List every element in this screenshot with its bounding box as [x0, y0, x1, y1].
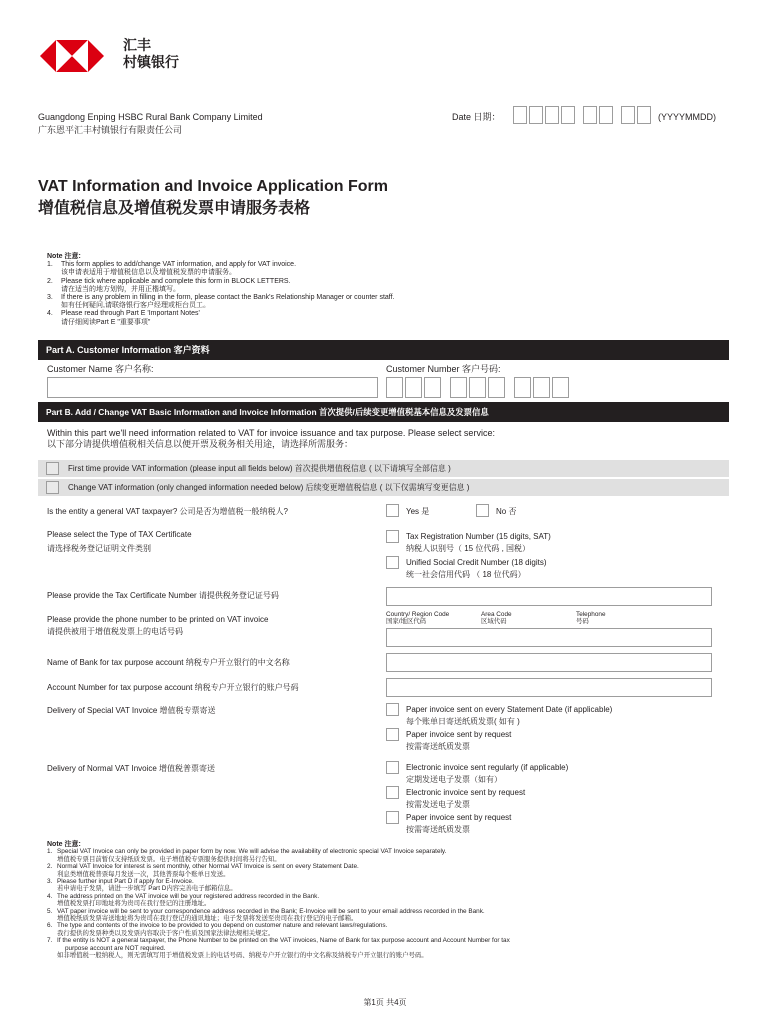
normal-electronic-request-label — [406, 788, 525, 809]
bank-name-label: Name of Bank for tax purpose account 纳税专户开立银行的中文名称 — [47, 658, 290, 667]
note-text-en: The address printed on the VAT invoice will be your registered address recorded in the Bank. — [57, 892, 320, 900]
part-b-intro-en: Within this part we'll need information related to VAT for invoice issuance and tax purpose. Please select service: — [47, 428, 495, 438]
brand-name-line1: 汇丰 — [123, 38, 151, 54]
service-change-label: Change VAT information (only changed information needed below) 后续变更增值税信息 ( 以下仅需填写变更信息 ) — [68, 483, 470, 492]
service-first-row[interactable] — [38, 460, 729, 477]
special-paper-request-label — [406, 730, 511, 751]
cert-unified-credit-label-en: Unified Social Credit Number (18 digits) — [406, 558, 547, 567]
note-top-item — [47, 278, 727, 294]
cert-unified-credit-label — [406, 558, 547, 579]
normal-electronic-regular-checkbox[interactable] — [386, 761, 399, 774]
note-number: 3. — [47, 878, 53, 886]
note-top-heading: Note 注意: — [47, 253, 81, 260]
phone-label-en: Please provide the phone number to be printed on VAT invoice — [47, 615, 269, 624]
cert-number-input[interactable] — [386, 587, 712, 606]
brand-name-line2: 村镇银行 — [123, 55, 179, 71]
page-title-en: VAT Information and Invoice Application Form — [38, 178, 388, 195]
bank-name-input[interactable] — [386, 653, 712, 672]
area-code-label-cn: 区域代码 — [481, 618, 507, 626]
normal-paper-request-label-cn: 按需寄送纸质发票 — [406, 824, 470, 834]
note-text-cn: 如非增值税一般纳税人，则无需填写用于增值税发票上的电话号码、纳税专户开立银行的中文名称及纳税专户开立银行的账户号码。 — [57, 952, 428, 960]
normal-paper-request-label — [406, 813, 511, 834]
note-text-cn: 增值税发票打印地址将为贵司在我行登记的注册地址。 — [57, 900, 211, 908]
note-text-cn: 如有任何疑问,请联络银行客户经理或柜台员工。 — [61, 302, 210, 310]
note-text-cn: 该申请表适用于增值税信息以及增值税发票的申请服务。 — [61, 269, 236, 277]
note-bottom — [47, 841, 737, 960]
note-top-item — [47, 261, 727, 277]
cert-tax-registration-label-en: Tax Registration Number (15 digits, SAT) — [406, 532, 551, 541]
customer-number-digit[interactable] — [488, 377, 505, 398]
note-bottom-item — [47, 908, 737, 923]
normal-electronic-request-checkbox[interactable] — [386, 786, 399, 799]
note-text-en: Please further input Part D if apply for E-Invoice. — [57, 878, 194, 886]
date-digit-5[interactable] — [583, 106, 597, 124]
taxpayer-yes-checkbox[interactable] — [386, 504, 399, 517]
note-text-en: This form applies to add/change VAT information, and apply for VAT invoice. — [61, 261, 297, 269]
special-paper-statement-label-cn: 每个账单日寄送纸质发票( 如有 ) — [406, 716, 520, 726]
note-bottom-item — [47, 893, 737, 908]
phone-number-input[interactable] — [386, 628, 712, 647]
date-digit-6[interactable] — [599, 106, 613, 124]
customer-number-digit[interactable] — [450, 377, 467, 398]
customer-number-digit[interactable] — [552, 377, 569, 398]
area-code-label-en: Area Code — [481, 611, 512, 618]
normal-electronic-request-label-cn: 按需发送电子发票 — [406, 799, 470, 809]
date-digit-3[interactable] — [545, 106, 559, 124]
page-number: 第1页 共4页 — [363, 998, 407, 1007]
cert-unified-credit-label-cn: 统一社会信用代码 （ 18 位代码） — [406, 569, 526, 579]
note-text-en: Please tick where applicable and complete this form in BLOCK LETTERS. — [61, 277, 291, 285]
special-paper-statement-label-en: Paper invoice sent on every Statement Date (if applicable) — [406, 705, 613, 714]
note-text-cn: 我行提供的发票种类以及发票内容取决于客户性质及国家法律法规相关规定。 — [57, 929, 275, 937]
company-name — [38, 112, 263, 136]
note-text-en: purpose account are NOT required. — [65, 944, 166, 952]
note-bottom-item — [47, 878, 737, 893]
note-text-en: The type and contents of the invoice to be provided to you depend on customer nature and relevant laws/regulations. — [57, 922, 388, 930]
note-text-cn: 若申请电子发票，请进一步填写 Part D内容完善电子邮箱信息。 — [57, 885, 237, 893]
cert-number-label: Please provide the Tax Certificate Number 请提供税务登记证号码 — [47, 591, 279, 600]
normal-electronic-regular-label — [406, 763, 568, 784]
brand-name — [123, 38, 179, 72]
phone-label-cn: 请提供被用于增值税发票上的电话号码 — [47, 627, 183, 636]
special-invoice-label: Delivery of Special VAT Invoice 增值税专票寄送 — [47, 706, 216, 715]
note-bottom-item — [47, 863, 737, 878]
part-a-header: Part A. Customer Information 客户资料 — [38, 340, 729, 360]
note-number: 3. — [47, 294, 53, 302]
special-paper-request-label-cn: 按需寄送纸质发票 — [406, 741, 470, 751]
taxpayer-yes-label: Yes 是 — [406, 507, 430, 516]
note-text-en: Please read through Part E 'Important Notes' — [61, 310, 200, 318]
special-paper-statement-checkbox[interactable] — [386, 703, 399, 716]
note-number: 4. — [47, 310, 53, 318]
part-b-header: Part B. Add / Change VAT Basic Information and Invoice Information 首次提供/后续变更增值税基本信息及发票信息 — [38, 402, 729, 422]
note-number: 6. — [47, 922, 53, 930]
area-code-label — [481, 611, 512, 626]
note-number: 4. — [47, 892, 53, 900]
part-b-intro-cn: 以下部分请提供增值税相关信息以便开票及税务相关用途，请选择所需服务： — [47, 439, 354, 449]
note-top-item — [47, 310, 727, 326]
telephone-label-en: Telephone — [576, 611, 606, 618]
special-paper-statement-label — [406, 705, 612, 726]
date-format: (YYYYMMDD) — [658, 112, 716, 122]
note-text-cn: 请仔细阅读Part E "重要事项" — [61, 318, 151, 326]
hsbc-hexagon-logo-icon — [40, 40, 104, 72]
note-text-en: Normal VAT Invoice for interest is sent monthly, other Normal VAT Invoice is sent on every Statement Date. — [57, 863, 359, 871]
note-text-cn: 增值税纸质发票寄送地址将为贵司在我行登记的通讯地址；电子发票将发送至贵司在我行登记的电子邮箱。 — [57, 915, 358, 923]
date-digit-1[interactable] — [513, 106, 527, 124]
service-change-checkbox[interactable] — [46, 481, 59, 494]
note-text-cn: 增值税专票目前暂仅支持纸质发票。电子增值税专票服务提供时间将另行告知。 — [57, 855, 281, 863]
note-bottom-item — [47, 922, 737, 937]
normal-electronic-regular-label-en: Electronic invoice sent regularly (if applicable) — [406, 763, 569, 772]
customer-number-digit[interactable] — [533, 377, 550, 398]
customer-number-digit[interactable] — [424, 377, 441, 398]
cert-type-label-cn: 请选择税务登记证明文件类别 — [47, 544, 151, 553]
customer-number-digit[interactable] — [469, 377, 486, 398]
customer-number-label: Customer Number 客户号码: — [386, 364, 501, 374]
customer-number-digit[interactable] — [386, 377, 403, 398]
taxpayer-no-label: No 否 — [496, 507, 517, 516]
date-digit-4[interactable] — [561, 106, 575, 124]
note-bottom-item — [47, 848, 737, 863]
telephone-label — [576, 611, 606, 626]
note-text-en: Special VAT Invoice can only be provided in paper form by now. We will advise the availability of electronic special VAT Invoice separately. — [57, 848, 447, 856]
note-number: 2. — [47, 863, 53, 871]
company-name-cn: 广东恩平汇丰村镇银行有限责任公司 — [38, 125, 183, 135]
company-name-en: Guangdong Enping HSBC Rural Bank Company Limited — [38, 112, 263, 122]
normal-electronic-request-label-en: Electronic invoice sent by request — [406, 788, 526, 797]
note-number: 1. — [47, 261, 53, 269]
cert-tax-registration-label-cn: 纳税人识别号（ 15 位代码 , 国税） — [406, 543, 531, 553]
normal-paper-request-label-en: Paper invoice sent by request — [406, 813, 512, 822]
service-change-row[interactable] — [38, 479, 729, 496]
date-digit-2[interactable] — [529, 106, 543, 124]
date-digit-7[interactable] — [621, 106, 635, 124]
normal-paper-request-checkbox[interactable] — [386, 811, 399, 824]
note-text-en: If the entity is NOT a general taxpayer, the Phone Number to be printed on the VAT invoices, Name of Bank for tax purpose account and Account Number for tax — [57, 937, 510, 945]
note-top-item — [47, 294, 727, 310]
country-code-label — [386, 611, 449, 626]
note-bottom-heading: Note 注意: — [47, 841, 81, 848]
country-code-label-en: Country/ Region Code — [386, 611, 450, 618]
normal-invoice-label: Delivery of Normal VAT Invoice 增值税普票寄送 — [47, 764, 216, 773]
customer-number-digit[interactable] — [405, 377, 422, 398]
note-top — [47, 253, 727, 327]
customer-number-digit[interactable] — [514, 377, 531, 398]
cert-type-label-en: Please select the Type of TAX Certificate — [47, 530, 192, 539]
page-title-cn: 增值税信息及增值税发票申请服务表格 — [38, 198, 311, 217]
taxpayer-no-checkbox[interactable] — [476, 504, 489, 517]
note-text-en: If there is any problem in filling in the form, please contact the Bank's Relationship Manager or counter staff. — [61, 294, 395, 302]
note-number: 1. — [47, 848, 53, 856]
special-paper-request-checkbox[interactable] — [386, 728, 399, 741]
note-number: 2. — [47, 277, 53, 285]
service-first-label: First time provide VAT information (please input all fields below) 首次提供增值税信息 ( 以下请填写全部信息 ) — [68, 464, 451, 473]
customer-name-input[interactable] — [47, 377, 378, 398]
note-number: 5. — [47, 907, 53, 915]
normal-electronic-regular-label-cn: 定期发送电子发票（如有） — [406, 774, 502, 784]
cert-unified-credit-checkbox[interactable] — [386, 556, 399, 569]
note-bottom-item — [47, 937, 737, 959]
note-text-en: VAT paper invoice will be sent to your correspondence address recorded in the Bank; E-Invoice will be sent to your email address recorded in the Bank. — [57, 907, 485, 915]
taxpayer-question: Is the entity a general VAT taxpayer? 公司是否为增值税一般纳税人? — [47, 507, 288, 516]
note-text-cn: 请在适当的地方划钩，并用正楷填写。 — [61, 285, 180, 293]
date-label: Date 日期： — [452, 112, 501, 122]
account-number-input[interactable] — [386, 678, 712, 697]
cert-tax-registration-label — [406, 532, 551, 553]
customer-name-label: Customer Name 客户名称: — [47, 364, 154, 374]
telephone-label-cn: 号码 — [576, 618, 589, 626]
cert-tax-registration-checkbox[interactable] — [386, 530, 399, 543]
special-paper-request-label-en: Paper invoice sent by request — [406, 730, 512, 739]
account-number-label: Account Number for tax purpose account 纳税专户开立银行的账户号码 — [47, 683, 299, 692]
note-text-cn: 利息类增值税普票每月发送一次，其他普票每个账单日发送。 — [57, 870, 230, 878]
service-first-checkbox[interactable] — [46, 462, 59, 475]
date-digit-8[interactable] — [637, 106, 651, 124]
note-number: 7. — [47, 937, 53, 945]
country-code-label-cn: 国家/地区代码 — [386, 618, 427, 626]
